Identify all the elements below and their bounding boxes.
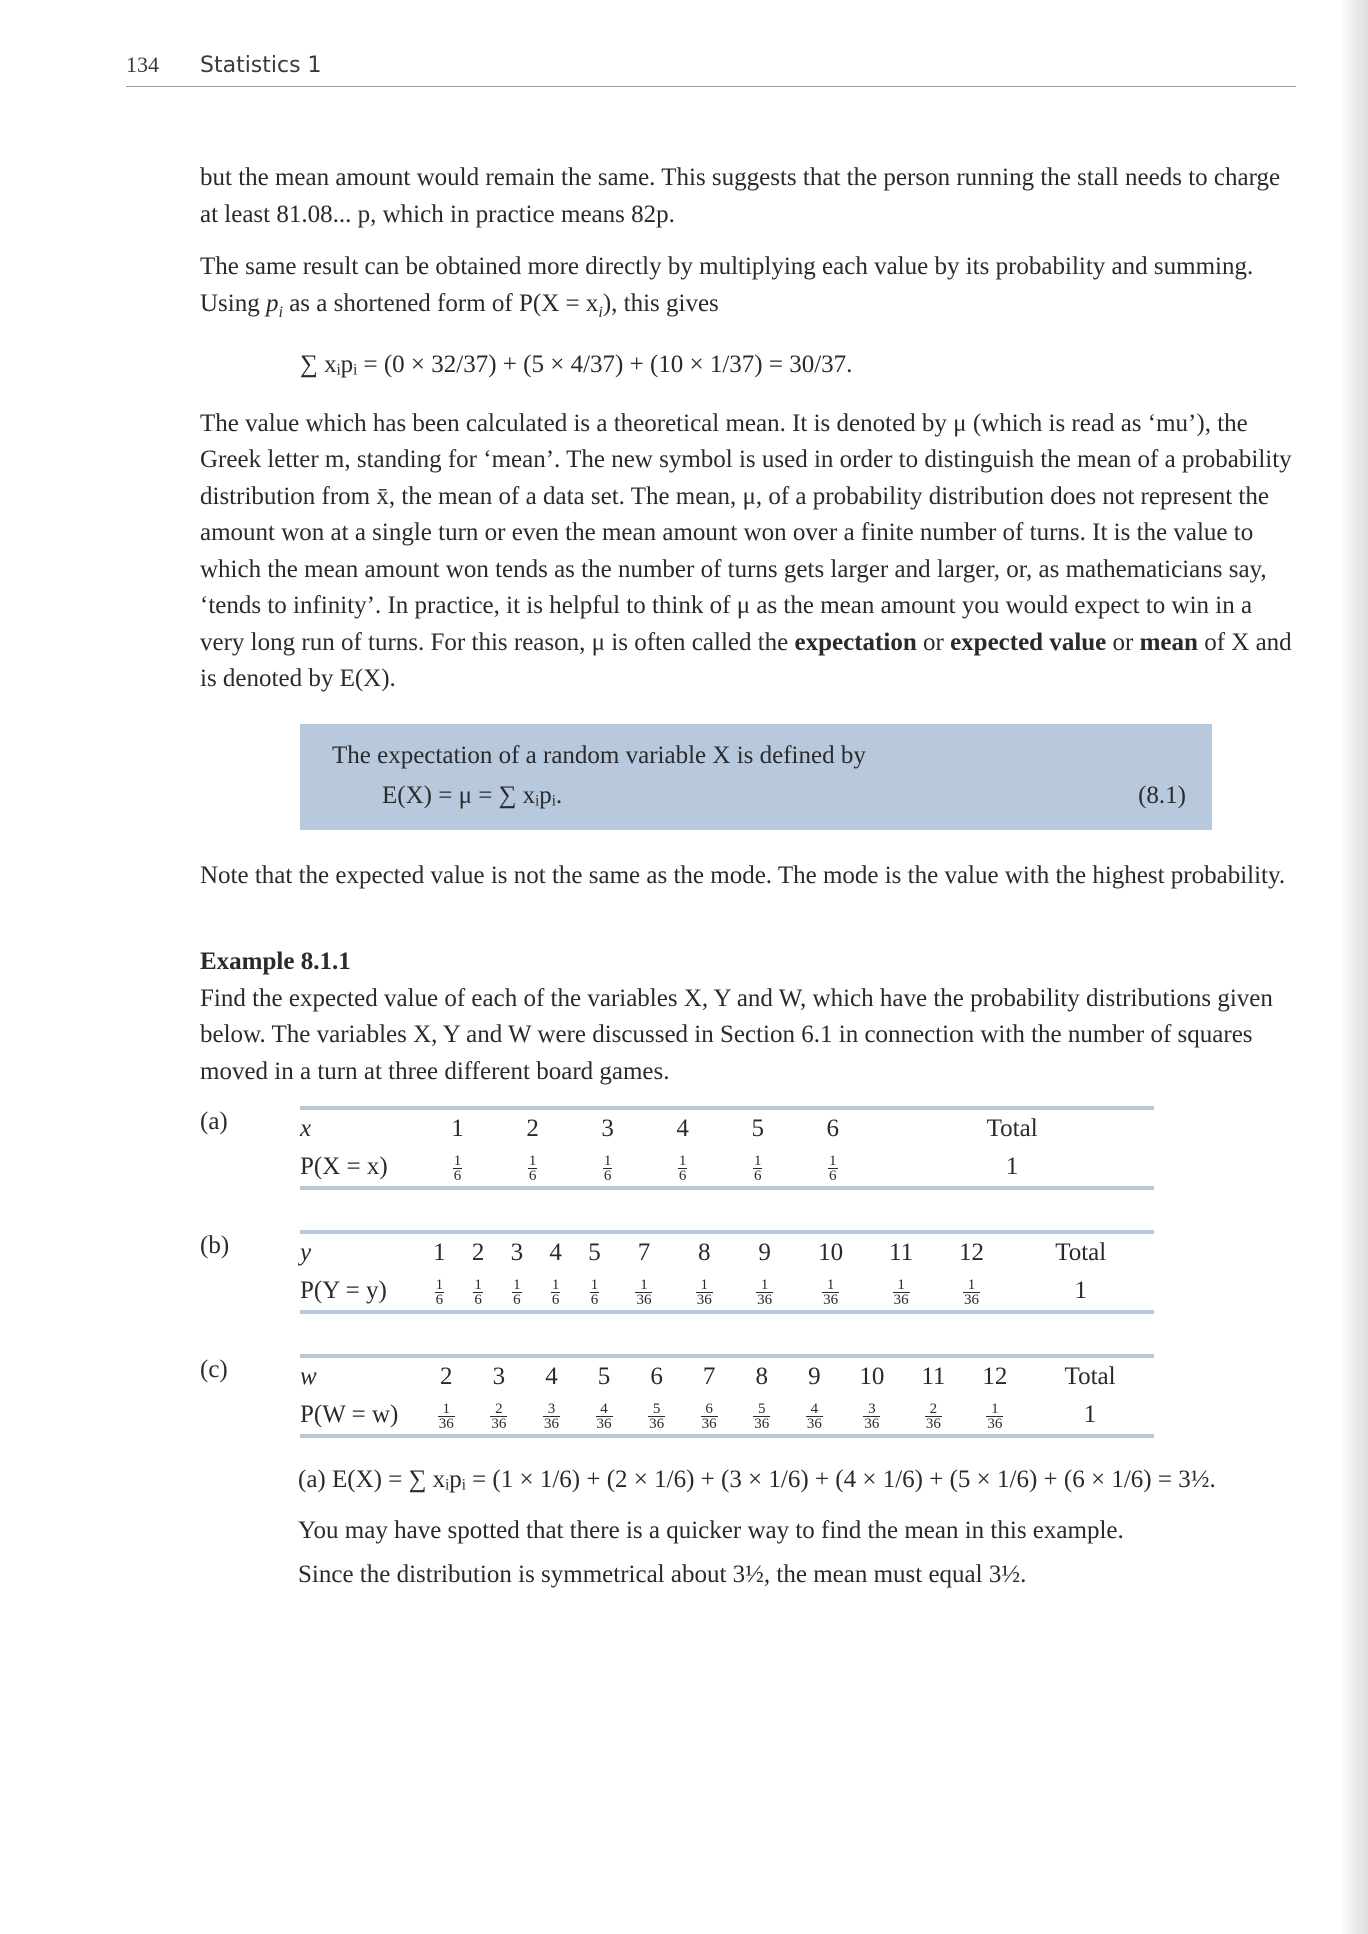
- fraction-denominator: 36: [596, 1415, 612, 1432]
- probability-cell: [964, 1396, 1027, 1434]
- table-label: (a): [200, 1108, 228, 1135]
- fraction: [828, 1154, 838, 1183]
- probability-cell: [495, 1148, 570, 1186]
- fraction-denominator: 36: [491, 1415, 507, 1432]
- total-header: Total: [1055, 1239, 1107, 1266]
- paragraph-3: [200, 406, 1298, 698]
- fraction-denominator: 36: [757, 1291, 773, 1308]
- fraction-denominator: 6: [528, 1167, 537, 1184]
- probability-cell: [420, 1396, 473, 1434]
- fraction: [551, 1278, 561, 1307]
- value-cell: 12: [959, 1239, 985, 1266]
- fraction: [963, 1278, 980, 1307]
- total-value: 1: [1074, 1277, 1087, 1304]
- probability-cell: [867, 1272, 936, 1310]
- probability-cell: [734, 1272, 794, 1310]
- fraction: [603, 1154, 613, 1183]
- definition-equation-row: [332, 776, 1186, 816]
- fraction-numerator: 4: [596, 1402, 613, 1417]
- probability-cell: [720, 1148, 795, 1186]
- probability-cell: [683, 1396, 736, 1434]
- fraction: [438, 1402, 455, 1431]
- fraction: [590, 1278, 600, 1307]
- table-bottom-rule: [300, 1434, 1154, 1438]
- distribution-table-1: [200, 1230, 1154, 1314]
- fraction: [753, 1402, 770, 1431]
- fraction-denominator: 36: [696, 1291, 712, 1308]
- equation-number: (8.1): [1138, 781, 1186, 809]
- fraction-numerator: 1: [551, 1276, 560, 1293]
- paragraph-3-end: of X and is denoted by E(X).: [200, 628, 1292, 692]
- fraction: [756, 1278, 773, 1307]
- value-cell: 4: [545, 1363, 558, 1390]
- fraction: [986, 1402, 1003, 1431]
- fraction-numerator: 3: [543, 1402, 560, 1417]
- example-title: Example 8.1.1: [200, 948, 351, 975]
- value-cell: 3: [601, 1115, 614, 1142]
- fraction-numerator: 6: [701, 1402, 718, 1417]
- running-header: [126, 52, 1296, 87]
- probability-cell: [578, 1396, 631, 1434]
- fraction-numerator: 1: [963, 1278, 980, 1293]
- fraction-numerator: 1: [438, 1402, 455, 1417]
- paragraph-2-text-a: The same result can be obtained more directly by multiplying each value by its probability and summing. Using: [200, 253, 1254, 317]
- fraction-numerator: 1: [753, 1152, 762, 1169]
- solution-line-3: Since the distribution is symmetrical about 3½, the mean must equal 3½.: [298, 1561, 1027, 1588]
- probability-cell: [473, 1396, 526, 1434]
- value-cell: 3: [492, 1363, 506, 1390]
- fraction-denominator: 36: [964, 1291, 980, 1308]
- distribution-table: [300, 1110, 1154, 1186]
- value-cell: 9: [758, 1239, 771, 1266]
- fraction-denominator: 36: [864, 1415, 880, 1432]
- probability-cell: [795, 1272, 867, 1310]
- distribution-table-0: [200, 1106, 1154, 1190]
- probability-cell: [420, 1272, 459, 1310]
- fraction-denominator: 36: [438, 1415, 454, 1432]
- probability-cell: [420, 1148, 495, 1186]
- fraction-numerator: 1: [986, 1402, 1003, 1417]
- probability-cell: [788, 1396, 841, 1434]
- fraction-numerator: 1: [474, 1276, 482, 1293]
- total-value: 1: [1083, 1401, 1097, 1428]
- fraction-numerator: 1: [513, 1276, 521, 1293]
- fraction-denominator: 6: [603, 1167, 612, 1184]
- fraction: [648, 1402, 665, 1431]
- probability-cell: [536, 1272, 575, 1310]
- distribution-table: [300, 1234, 1154, 1310]
- fraction: [806, 1402, 823, 1431]
- value-cell: 7: [637, 1239, 651, 1266]
- fraction-denominator: 6: [474, 1291, 482, 1308]
- probability-cell: [674, 1272, 734, 1310]
- table-row-values: [300, 1234, 1154, 1272]
- fraction: [678, 1154, 688, 1183]
- total-header: Total: [1064, 1363, 1116, 1390]
- value-cell: 2: [440, 1363, 453, 1390]
- variable-label: y: [300, 1239, 312, 1266]
- fraction-numerator: 1: [528, 1152, 537, 1169]
- fraction-numerator: 4: [806, 1402, 823, 1417]
- probability-cell: [795, 1148, 870, 1186]
- probability-cell: [498, 1272, 537, 1310]
- fraction: [435, 1278, 445, 1307]
- paragraph-2-pi: p: [265, 289, 279, 317]
- fraction: [925, 1402, 942, 1431]
- fraction-numerator: 1: [590, 1276, 599, 1293]
- fraction: [696, 1278, 713, 1307]
- value-cell: 4: [676, 1115, 689, 1142]
- value-cell: 5: [588, 1239, 601, 1266]
- table-row-probabilities: [300, 1148, 1154, 1186]
- value-cell: 11: [889, 1239, 914, 1266]
- term-expected-value: expected value: [950, 628, 1107, 656]
- table-bottom-rule: [300, 1186, 1154, 1190]
- fraction-numerator: 2: [925, 1402, 942, 1417]
- fraction: [822, 1278, 839, 1307]
- fraction-numerator: 2: [490, 1402, 507, 1417]
- probability-cell: [735, 1396, 788, 1434]
- fraction-denominator: 36: [925, 1415, 941, 1432]
- fraction-numerator: 1: [829, 1152, 837, 1169]
- fraction: [543, 1402, 560, 1431]
- term-expectation: expectation: [794, 628, 917, 656]
- probability-cell: [936, 1272, 1008, 1310]
- probability-label: P(X = x): [300, 1153, 388, 1180]
- table-row-values: [300, 1358, 1154, 1396]
- paragraph-3-or: or: [916, 628, 951, 656]
- paragraph-3-or-2: or: [1106, 628, 1140, 656]
- value-cell: 3: [510, 1239, 524, 1266]
- fraction-numerator: 1: [635, 1278, 652, 1293]
- formula-expected-value-stall: ∑ xᵢpᵢ = (0 × 32/37) + (5 × 4/37) + (10 × 1/37) = 30/37.: [300, 351, 853, 378]
- probability-cell: [570, 1148, 645, 1186]
- table-row-probabilities: [300, 1396, 1154, 1434]
- section-title: Statistics 1: [200, 53, 322, 78]
- probability-cell: [841, 1396, 904, 1434]
- probability-cell: [614, 1272, 674, 1310]
- distribution-tables: [200, 1106, 1298, 1438]
- page-edge-shadow: [1340, 0, 1368, 1934]
- fraction-denominator: 6: [513, 1291, 521, 1308]
- fraction-denominator: 36: [649, 1415, 665, 1432]
- fraction: [753, 1154, 763, 1183]
- probability-label: P(W = w): [300, 1401, 399, 1428]
- fraction-denominator: 6: [678, 1167, 687, 1184]
- fraction-denominator: 6: [590, 1291, 599, 1308]
- value-cell: 10: [859, 1363, 885, 1390]
- fraction-denominator: 36: [754, 1415, 770, 1432]
- paragraph-3-text: The value which has been calculated is a theoretical mean. It is denoted by μ (which is read as ‘mu’), the Greek letter m, standing for ‘mean’. The new symbol is used in order to distinguish the mean of a probability distribution from x̄, the mean of a data set. The mean, μ, of a probability distribution does not represent the amount won at a single turn or even the mean amount won over a finite number of turns. It is the value to which the mean amount won tends as the number of turns gets larger and larger, or, as mathematicians say, ‘tends to infinity’. In practice, it is helpful to think of μ as the mean amount you would expect to win in a very long run of turns. For this reason, μ is often called the: [200, 409, 1292, 656]
- fraction-denominator: 6: [829, 1167, 837, 1184]
- probability-cell: [630, 1396, 683, 1434]
- term-mean: mean: [1139, 628, 1198, 656]
- fraction-numerator: 1: [453, 1152, 462, 1169]
- value-cell: 8: [755, 1363, 768, 1390]
- fraction-numerator: 1: [822, 1278, 839, 1293]
- definition-box: [300, 724, 1212, 830]
- fraction-numerator: 1: [893, 1278, 910, 1293]
- fraction-numerator: 1: [603, 1152, 612, 1169]
- table-bottom-rule: [300, 1310, 1154, 1314]
- value-cell: 1: [451, 1115, 464, 1142]
- page-content: [200, 160, 1298, 1602]
- fraction-denominator: 36: [543, 1415, 559, 1432]
- solution-line-2: You may have spotted that there is a quicker way to find the mean in this example.: [298, 1516, 1124, 1544]
- fraction-numerator: 5: [753, 1402, 770, 1417]
- definition-formula: E(X) = μ = ∑ xᵢpᵢ.: [382, 781, 563, 809]
- page-number: 134: [126, 52, 159, 77]
- value-cell: 12: [982, 1363, 1008, 1390]
- fraction-numerator: 1: [435, 1276, 444, 1293]
- probability-cell: [903, 1396, 963, 1434]
- table-row-probabilities: [300, 1272, 1154, 1310]
- fraction-numerator: 1: [696, 1278, 713, 1293]
- value-cell: 6: [650, 1363, 663, 1390]
- fraction-denominator: 6: [453, 1167, 462, 1184]
- fraction: [512, 1278, 522, 1307]
- fraction-denominator: 6: [435, 1291, 444, 1308]
- fraction-numerator: 5: [648, 1402, 665, 1417]
- value-cell: 11: [921, 1363, 946, 1390]
- table-label: (c): [200, 1356, 228, 1383]
- variable-label: w: [300, 1363, 317, 1390]
- fraction-denominator: 36: [823, 1291, 839, 1308]
- value-cell: 6: [826, 1115, 839, 1142]
- fraction-numerator: 3: [863, 1402, 880, 1417]
- fraction: [863, 1402, 880, 1431]
- fraction-denominator: 36: [893, 1291, 909, 1308]
- value-cell: 5: [597, 1363, 611, 1390]
- fraction-denominator: 36: [806, 1415, 822, 1432]
- fraction: [635, 1278, 652, 1307]
- distribution-table: [300, 1358, 1154, 1434]
- fraction: [473, 1278, 483, 1307]
- value-cell: 8: [698, 1239, 711, 1266]
- total-value: 1: [1005, 1153, 1019, 1180]
- total-header: Total: [986, 1115, 1038, 1142]
- value-cell: 5: [751, 1115, 764, 1142]
- value-cell: 7: [702, 1363, 716, 1390]
- distribution-table-2: [200, 1354, 1154, 1438]
- fraction: [453, 1154, 463, 1183]
- fraction: [701, 1402, 718, 1431]
- paragraph-1: but the mean amount would remain the same. This suggests that the person running the stall needs to charge at least 81.08... p, which in practice means 82p.: [200, 164, 1281, 228]
- probability-label: P(Y = y): [300, 1277, 387, 1304]
- value-cell: 9: [808, 1363, 821, 1390]
- probability-cell: [575, 1272, 614, 1310]
- solution: [298, 1462, 1298, 1594]
- fraction-numerator: 1: [756, 1278, 773, 1293]
- value-cell: 2: [471, 1239, 485, 1266]
- fraction-denominator: 6: [551, 1291, 560, 1308]
- fraction-denominator: 36: [987, 1415, 1003, 1432]
- example-text: Find the expected value of each of the variables X, Y and W, which have the probability distributions given below. The variables X, Y and W were discussed in Section 6.1 in connection with the number of squares moved in a turn at three different board games.: [200, 984, 1273, 1085]
- fraction-numerator: 1: [678, 1152, 687, 1169]
- table-label: (b): [200, 1232, 230, 1259]
- fraction-denominator: 36: [701, 1415, 717, 1432]
- fraction-denominator: 36: [636, 1291, 652, 1308]
- probability-cell: [459, 1272, 498, 1310]
- fraction-denominator: 6: [753, 1167, 762, 1184]
- value-cell: 2: [526, 1115, 539, 1142]
- paragraph-2-text-c: as a shortened form of P(X = x: [282, 289, 599, 317]
- table-row-values: [300, 1110, 1154, 1148]
- fraction: [893, 1278, 910, 1307]
- variable-label: x: [300, 1115, 312, 1142]
- value-cell: 10: [818, 1239, 844, 1266]
- probability-cell: [645, 1148, 720, 1186]
- value-cell: 1: [433, 1239, 446, 1266]
- paragraph-2-text-d: ), this gives: [602, 289, 719, 317]
- definition-text: The expectation of a random variable X is defined by: [332, 741, 866, 769]
- solution-line-a: (a) E(X) = ∑ xᵢpᵢ = (1 × 1/6) + (2 × 1/6) + (3 × 1/6) + (4 × 1/6) + (5 × 1/6) + (6 × 1/6) = 3½.: [298, 1466, 1216, 1493]
- paragraph-4: Note that the expected value is not the same as the mode. The mode is the value with the highest probability.: [200, 861, 1286, 889]
- probability-cell: [525, 1396, 578, 1434]
- fraction: [528, 1154, 538, 1183]
- value-cell: 4: [549, 1239, 562, 1266]
- fraction: [596, 1402, 613, 1431]
- paragraph-2: The same result can be obtained more directly by multiplying each value by its probability and summing. Using $p_i$ as a shortened form of $P(X = x_i)$, this gives: [200, 253, 1254, 321]
- fraction: [490, 1402, 507, 1431]
